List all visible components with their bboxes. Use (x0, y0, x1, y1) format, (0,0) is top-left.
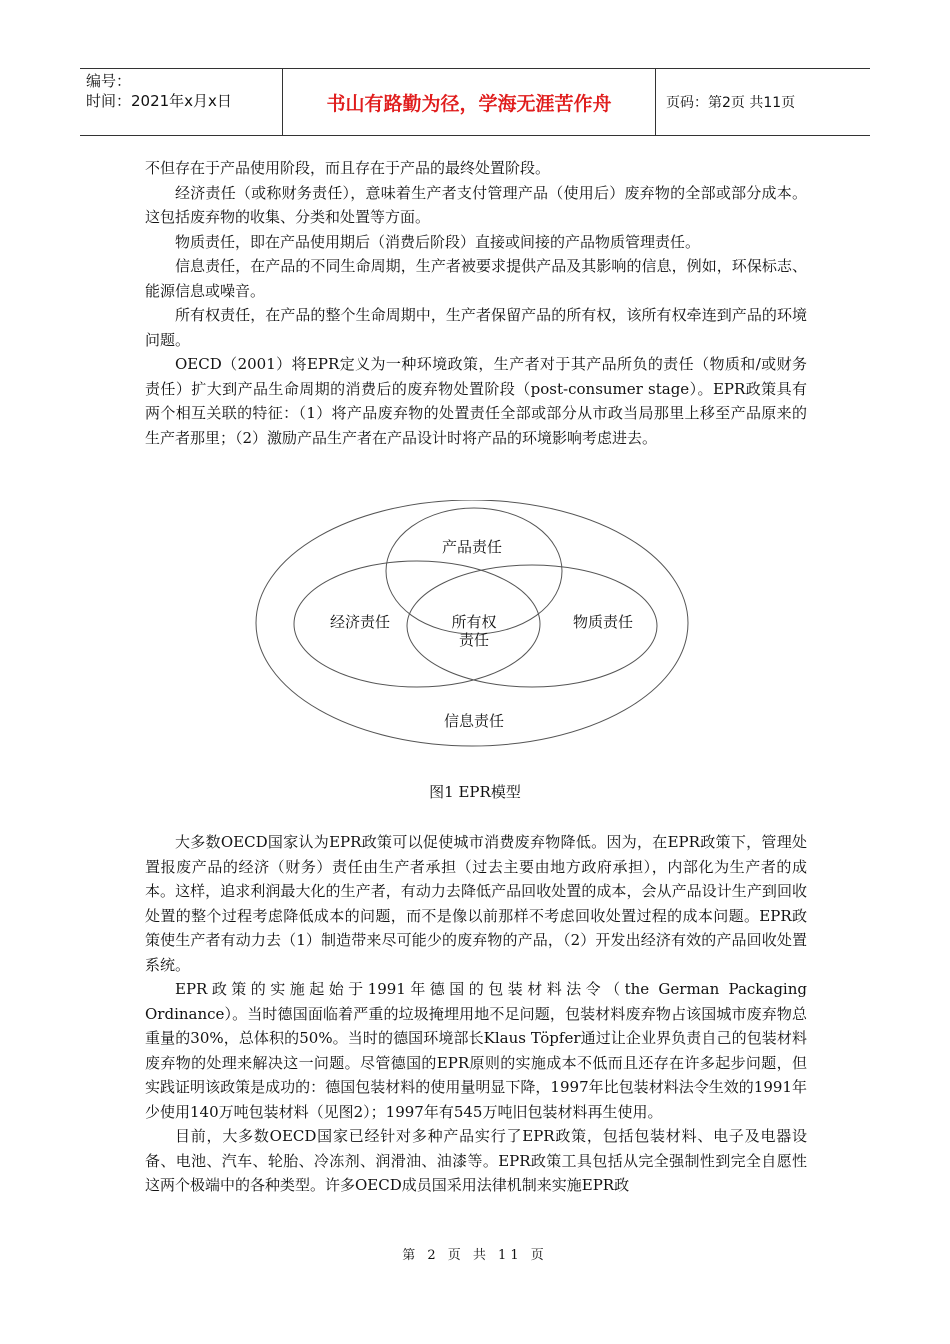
paragraph: EPR政策的实施起始于1991年德国的包装材料法令（the German Packaging Ordinance）。当时德国面临着严重的垃圾掩埋用地不足问题，包装材料废弃物占该国城市废弃物总重量的30%，总体积的50%。当时的德国环境部长Klaus Töpfer通过让企业界负责自己的包装材料废弃物的处理来解决这一问题。尽管德国的EPR原则的实施成本不低而且还存在许多起步问题，但实践证明该政策是成功的：德国包装材料的使用量明显下降，1997年比包装材料法令生效的1991年少使用140万吨包装材料（见图2）；1997年有545万吨旧包装材料再生使用。 (145, 980, 807, 1121)
paragraph: 大多数OECD国家认为EPR政策可以促使城市消费废弃物降低。因为，在EPR政策下，管理处置报废产品的经济（财务）责任由生产者承担（过去主要由地方政府承担），内部化为生产者的成本。这样，追求利润最大化的生产者，有动力去降低产品回收处置的成本，会从产品设计生产到回收处置的整个过程考虑降低成本的问题，而不是像以前那样不考虑回收处置过程的成本问题。EPR政策使生产者有动力去（1）制造带来尽可能少的废弃物的产品，（2）开发出经济有效的产品回收处置系统。 (145, 833, 807, 974)
number-label: 编号： (86, 72, 132, 90)
paragraph: OECD（2001）将EPR定义为一种环境政策，生产者对于其产品所负的责任（物质和/或财务责任）扩大到产品生命周期的消费后的废弃物处置阶段（post-consumer stage）。EPR政策具有两个相互关联的特征：（1）将产品废弃物的处置责任全部或部分从市政当局那里上移至产品原来的生产者那里；（2）激励产品生产者在产品设计时将产品的环境影响考虑进去。 (145, 355, 807, 447)
time-label: 时间：2021年x月x日 (86, 92, 232, 110)
paragraph: 所有权责任，在产品的整个生命周期中，生产者保留产品的所有权，该所有权牵连到产品的环境问题。 (145, 306, 807, 349)
label-information: 信息责任 (443, 712, 505, 730)
paragraph: 信息责任，在产品的不同生命周期，生产者被要求提供产品及其影响的信息，例如，环保标志、能源信息或噪音。 (145, 257, 807, 300)
paragraph: 不但存在于产品使用阶段，而且存在于产品的最终处置阶段。 (145, 159, 551, 177)
body-text-top (145, 156, 807, 450)
label-economic: 经济责任 (329, 613, 391, 631)
paragraph: 目前，大多数OECD国家已经针对多种产品实行了EPR政策，包括包装材料、电子及电器设备、电池、汽车、轮胎、冷冻剂、润滑油、油漆等。EPR政策工具包括从完全强制性到完全自愿性这两个极端中的各种类型。许多OECD成员国采用法律机制来实施EPR政 (145, 1127, 807, 1194)
header-page-info: 页码：第2页 共11页 (666, 95, 796, 111)
page-footer: 第 2 页 共 11 页 (402, 1248, 548, 1263)
epr-model-diagram (250, 500, 700, 770)
figure-caption: 图1 EPR模型 (429, 783, 521, 801)
header-motto: 书山有路勤为径，学海无涯苦作舟 (282, 69, 656, 135)
paragraph: 物质责任，即在产品使用期后（消费后阶段）直接或间接的产品物质管理责任。 (175, 232, 701, 251)
label-product: 产品责任 (441, 538, 503, 556)
label-material: 物质责任 (572, 613, 634, 631)
header-meta (80, 69, 282, 135)
body-text-bottom (145, 830, 807, 1198)
label-ownership-2: 责任 (458, 631, 490, 649)
label-ownership-1: 所有权 (451, 613, 497, 631)
paragraph: 经济责任（或称财务责任），意味着生产者支付管理产品（使用后）废弃物的全部或部分成本。这包括废弃物的收集、分类和处置等方面。 (145, 183, 807, 226)
page-header (80, 68, 870, 136)
